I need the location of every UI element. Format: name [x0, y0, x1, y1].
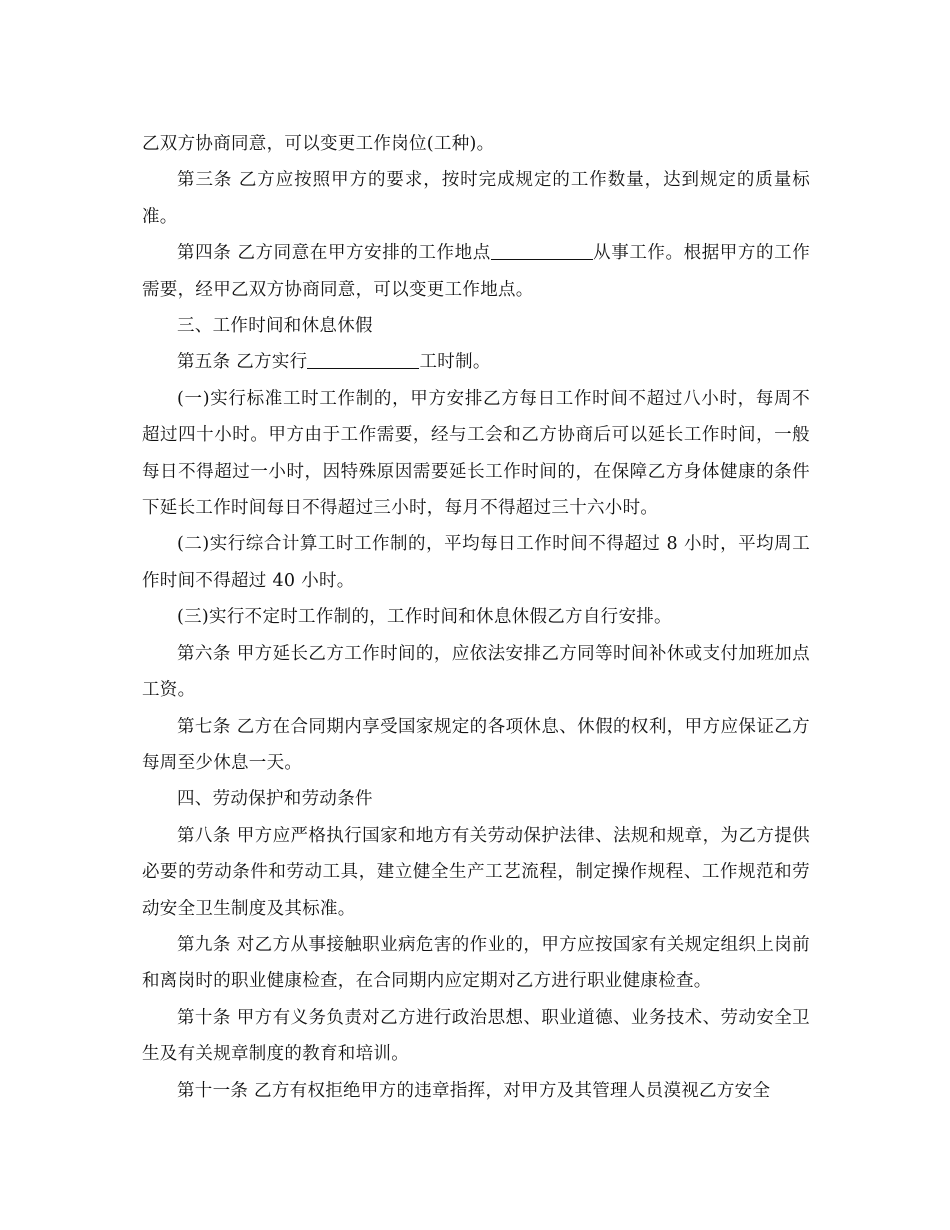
article-5 [142, 344, 810, 380]
article-4-rest: 从事工作。根据甲方的工作需要，经甲乙双方协商同意，可以变更工作地点。 [142, 243, 810, 300]
article-8: 第八条 甲方应严格执行国家和地方有关劳动保护法律、法规和规章，为乙方提供必要的劳动条件和劳动工具，建立健全生产工艺流程，制定操作规程、工作规范和劳动安全卫生制度及其标准。 [142, 825, 810, 919]
article-5-item-3: (三)实行不定时工作制的，工作时间和休息休假乙方自行安排。 [177, 607, 672, 628]
article-10: 第十条 甲方有义务负责对乙方进行政治思想、职业道德、业务技术、劳动安全卫生及有关规章制度的教育和培训。 [142, 1007, 810, 1065]
article-4-lead: 第四条 乙方同意在甲方安排的工作地点 [177, 243, 491, 264]
article-6: 第六条 甲方延长乙方工作时间的，应依法安排乙方同等时间补休或支付加班加点工资。 [142, 643, 810, 701]
article-5-item-2: (二)实行综合计算工时工作制的，平均每日工作时间不得超过 8 小时，平均周工作时间不得超过 40 小时。 [142, 534, 810, 591]
section-3-heading: 三、工作时间和休息休假 [177, 316, 373, 337]
working-hours-system-blank [307, 350, 419, 369]
article-5-lead: 第五条 乙方实行 [177, 352, 308, 373]
article-7: 第七条 乙方在合同期内享受国家规定的各项休息、休假的权利，甲方应保证乙方每周至少休息一天。 [142, 716, 810, 773]
article-11: 第十一条 乙方有权拒绝甲方的违章指挥，对甲方及其管理人员漠视乙方安全 [177, 1080, 771, 1101]
section-4-heading: 四、劳动保护和劳动条件 [177, 789, 373, 810]
article-5-rest: 工时制。 [419, 352, 491, 373]
paragraph-continuation: 乙双方协商同意，可以变更工作岗位(工种)。 [142, 134, 495, 154]
article-4 [142, 235, 810, 308]
article-3: 第三条 乙方应按照甲方的要求，按时完成规定的工作数量，达到规定的质量标准。 [142, 170, 810, 227]
article-5-item-1: (一)实行标准工时工作制的，甲方安排乙方每日工作时间不超过八小时，每周不超过四十小时。甲方由于工作需要，经与工会和乙方协商后可以延长工作时间，一般每日不得超过一小时，因特殊原因需要延长工作时间的，在保障乙方身体健康的条件下延长工作时间每日不得超过三小时，每月不得超过三十六小时。 [142, 388, 810, 519]
work-location-blank [491, 241, 593, 260]
article-9: 第九条 对乙方从事接触职业病危害的作业的，甲方应按国家有关规定组织上岗前和离岗时的职业健康检查，在合同期内应定期对乙方进行职业健康检查。 [142, 934, 810, 992]
document-body [142, 126, 810, 1109]
